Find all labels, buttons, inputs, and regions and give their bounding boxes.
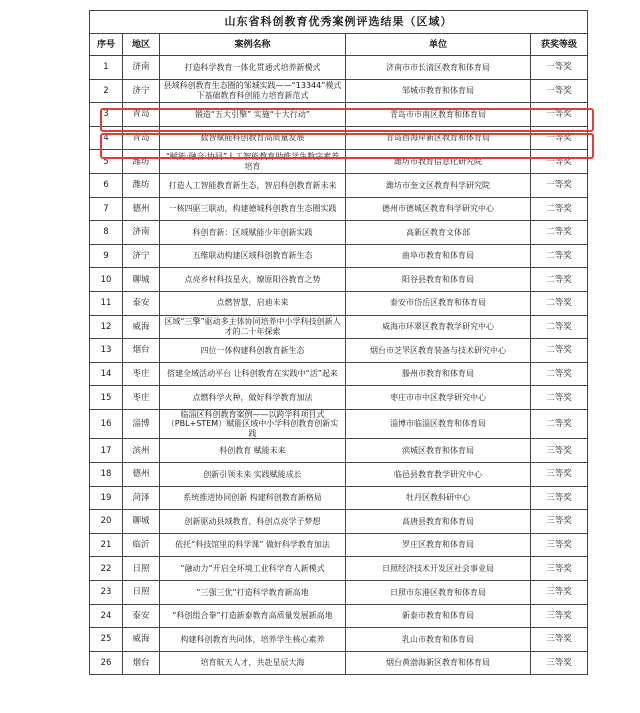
cell-case-name: 创新驱动县域教育，科创点亮学子梦想 [160, 510, 346, 534]
cell-region: 日照 [123, 557, 160, 581]
cell-index: 23 [90, 580, 123, 604]
cell-award: 三等奖 [531, 510, 588, 534]
cell-region: 聊城 [123, 268, 160, 292]
cell-unit: 青岛市市南区教育和体育局 [346, 103, 531, 127]
cell-region: 枣庄 [123, 386, 160, 410]
cell-unit: 滨城区教育和体育局 [346, 439, 531, 463]
cell-region: 潍坊 [123, 150, 160, 174]
cell-region: 潍坊 [123, 173, 160, 197]
table-title: 山东省科创教育优秀案例评选结果（区域） [90, 11, 588, 34]
cell-case-name: “赋能·融合·协同”人工智能教育助推学生数字素养培育 [160, 150, 346, 174]
results-document [89, 10, 587, 675]
cell-case-name: 构建科创教育共同体，培养学生核心素养 [160, 628, 346, 652]
cell-index: 20 [90, 510, 123, 534]
cell-case-name: 一核四驱三联动，构建德城科创教育生态圈实践 [160, 197, 346, 221]
cell-award: 三等奖 [531, 557, 588, 581]
cell-case-name: 四位一体构建科创教育新生态 [160, 339, 346, 363]
cell-award: 二等奖 [531, 197, 588, 221]
cell-index: 24 [90, 604, 123, 628]
cell-region: 青岛 [123, 103, 160, 127]
cell-award: 二等奖 [531, 315, 588, 339]
cell-region: 泰安 [123, 291, 160, 315]
cell-award: 一等奖 [531, 103, 588, 127]
table-row [90, 126, 588, 150]
table-row [90, 315, 588, 339]
cell-unit: 泰安市岱岳区教育和体育局 [346, 291, 531, 315]
cell-unit: 牡丹区教科研中心 [346, 486, 531, 510]
cell-index: 16 [90, 409, 123, 439]
cell-award: 一等奖 [531, 173, 588, 197]
cell-region: 济宁 [123, 79, 160, 103]
cell-unit: 潍坊市教育信息化研究院 [346, 150, 531, 174]
cell-award: 二等奖 [531, 268, 588, 292]
cell-region: 济南 [123, 221, 160, 245]
header-region: 地区 [123, 34, 160, 56]
table-row [90, 173, 588, 197]
cell-index: 18 [90, 463, 123, 487]
cell-case-name: 创新引领未来 实践赋能成长 [160, 463, 346, 487]
table-row [90, 651, 588, 675]
cell-region: 菏泽 [123, 486, 160, 510]
cell-index: 19 [90, 486, 123, 510]
cell-unit: 潍坊市奎文区教育科学研究院 [346, 173, 531, 197]
cell-case-name: 培育航天人才，共赴星辰大海 [160, 651, 346, 675]
cell-index: 7 [90, 197, 123, 221]
cell-award: 三等奖 [531, 463, 588, 487]
cell-unit: 济南市市长清区教育和体育局 [346, 56, 531, 80]
cell-case-name: 打造人工智能教育新生态，智启科创教育新未来 [160, 173, 346, 197]
table-row [90, 150, 588, 174]
cell-region: 德州 [123, 463, 160, 487]
cell-case-name: 打造科学教育一体化贯通式培养新模式 [160, 56, 346, 80]
header-case-name: 案例名称 [160, 34, 346, 56]
cell-award: 三等奖 [531, 439, 588, 463]
cell-unit: 烟台黄渤海新区教育和体育局 [346, 651, 531, 675]
cell-region: 青岛 [123, 126, 160, 150]
cell-case-name: “科创组合拳”打造新泰教育高质量发展新高地 [160, 604, 346, 628]
table-row [90, 486, 588, 510]
table-row [90, 409, 588, 439]
cell-award: 三等奖 [531, 628, 588, 652]
cell-region: 临沂 [123, 533, 160, 557]
cell-unit: 枣庄市市中区教学研究中心 [346, 386, 531, 410]
table-row [90, 339, 588, 363]
cell-case-name: 县域科创教育生态圈的邹城实践——“13344”模式下基础教育科创能力培育新范式 [160, 79, 346, 103]
cell-index: 2 [90, 79, 123, 103]
cell-award: 二等奖 [531, 339, 588, 363]
cell-unit: 罗庄区教育和体育局 [346, 533, 531, 557]
cell-region: 滨州 [123, 439, 160, 463]
table-row [90, 510, 588, 534]
table-row [90, 244, 588, 268]
cell-index: 17 [90, 439, 123, 463]
cell-case-name: 依托“科技馆里的科学课” 做好科学教育加法 [160, 533, 346, 557]
cell-index: 12 [90, 315, 123, 339]
cell-unit: 滕州市教育和体育局 [346, 362, 531, 386]
cell-case-name: 点燃智慧，启迪未来 [160, 291, 346, 315]
cell-unit: 日照市东港区教育和体育局 [346, 580, 531, 604]
cell-unit: 阳谷县教育和体育局 [346, 268, 531, 292]
table-row [90, 604, 588, 628]
cell-region: 德州 [123, 197, 160, 221]
cell-unit: 曲阜市教育和体育局 [346, 244, 531, 268]
cell-case-name: 点亮乡村科技星火，燎原阳谷教育之势 [160, 268, 346, 292]
cell-case-name: 科创教育 赋能未来 [160, 439, 346, 463]
cell-case-name: “三强三优”打造科学教育新高地 [160, 580, 346, 604]
header-index: 序号 [90, 34, 123, 56]
cell-award: 二等奖 [531, 386, 588, 410]
cell-region: 枣庄 [123, 362, 160, 386]
cell-index: 4 [90, 126, 123, 150]
cell-award: 三等奖 [531, 533, 588, 557]
table-row [90, 463, 588, 487]
cell-case-name: 区域“三擎”驱动多主体协同培养中小学科技创新人才的二十年探索 [160, 315, 346, 339]
table-row [90, 557, 588, 581]
cell-region: 威海 [123, 628, 160, 652]
cell-index: 8 [90, 221, 123, 245]
header-row [90, 34, 588, 56]
cell-region: 日照 [123, 580, 160, 604]
cell-index: 6 [90, 173, 123, 197]
cell-case-name: 临淄区科创教育案例——以跨学科项目式（PBL+STEM）赋能区域中小学科创教育创新实践 [160, 409, 346, 439]
cell-region: 济宁 [123, 244, 160, 268]
cell-award: 三等奖 [531, 580, 588, 604]
header-award: 获奖等级 [531, 34, 588, 56]
cell-index: 10 [90, 268, 123, 292]
table-row [90, 628, 588, 652]
table-row [90, 362, 588, 386]
cell-unit: 邹城市教育和体育局 [346, 79, 531, 103]
cell-unit: 高唐县教育和体育局 [346, 510, 531, 534]
cell-award: 一等奖 [531, 56, 588, 80]
cell-index: 21 [90, 533, 123, 557]
table-row [90, 103, 588, 127]
cell-index: 22 [90, 557, 123, 581]
cell-unit: 临邑县教育教学研究中心 [346, 463, 531, 487]
table-row [90, 268, 588, 292]
cell-unit: 烟台市芝罘区教育装备与技术研究中心 [346, 339, 531, 363]
table-row [90, 533, 588, 557]
cell-case-name: 数智赋能科创教育高质量发展 [160, 126, 346, 150]
cell-unit: 青岛西海岸新区教育和体育局 [346, 126, 531, 150]
table-row [90, 439, 588, 463]
cell-region: 烟台 [123, 339, 160, 363]
cell-award: 二等奖 [531, 221, 588, 245]
cell-award: 二等奖 [531, 409, 588, 439]
results-table [89, 10, 588, 675]
cell-case-name: 锻造“五大引擎” 实施“十大行动” [160, 103, 346, 127]
cell-unit: 日照经济技术开发区社会事业局 [346, 557, 531, 581]
cell-unit: 威海市环翠区教育教学研究中心 [346, 315, 531, 339]
table-row [90, 386, 588, 410]
cell-unit: 德州市德城区教育科学研究中心 [346, 197, 531, 221]
cell-case-name: 五维联动构建区域科创教育新生态 [160, 244, 346, 268]
table-row [90, 79, 588, 103]
cell-award: 三等奖 [531, 651, 588, 675]
cell-index: 1 [90, 56, 123, 80]
cell-region: 泰安 [123, 604, 160, 628]
cell-award: 三等奖 [531, 604, 588, 628]
cell-award: 一等奖 [531, 150, 588, 174]
cell-case-name: 点燃科学火种，做好科学教育加法 [160, 386, 346, 410]
cell-index: 15 [90, 386, 123, 410]
cell-unit: 乳山市教育和体育局 [346, 628, 531, 652]
cell-award: 三等奖 [531, 486, 588, 510]
cell-case-name: 搭建全域活动平台 让科创教育在实践中“活”起来 [160, 362, 346, 386]
cell-award: 二等奖 [531, 244, 588, 268]
cell-index: 9 [90, 244, 123, 268]
cell-case-name: “融动力”开启全环境工业科学育人新模式 [160, 557, 346, 581]
table-row [90, 197, 588, 221]
cell-award: 二等奖 [531, 291, 588, 315]
cell-index: 11 [90, 291, 123, 315]
table-row [90, 580, 588, 604]
cell-index: 25 [90, 628, 123, 652]
cell-region: 济南 [123, 56, 160, 80]
table-row [90, 221, 588, 245]
cell-award: 一等奖 [531, 126, 588, 150]
cell-index: 14 [90, 362, 123, 386]
cell-region: 聊城 [123, 510, 160, 534]
cell-index: 5 [90, 150, 123, 174]
cell-unit: 高新区教育文体部 [346, 221, 531, 245]
cell-index: 26 [90, 651, 123, 675]
cell-region: 淄博 [123, 409, 160, 439]
header-unit: 单位 [346, 34, 531, 56]
cell-unit: 新泰市教育和体育局 [346, 604, 531, 628]
table-body [90, 56, 588, 675]
cell-award: 一等奖 [531, 79, 588, 103]
cell-case-name: 科创育新：区域赋能少年创新实践 [160, 221, 346, 245]
cell-unit: 淄博市临淄区教育和体育局 [346, 409, 531, 439]
cell-case-name: 系统推进协同创新 构建科创教育新格局 [160, 486, 346, 510]
table-row [90, 291, 588, 315]
cell-region: 威海 [123, 315, 160, 339]
cell-index: 13 [90, 339, 123, 363]
cell-region: 烟台 [123, 651, 160, 675]
cell-index: 3 [90, 103, 123, 127]
table-row [90, 56, 588, 80]
cell-award: 二等奖 [531, 362, 588, 386]
